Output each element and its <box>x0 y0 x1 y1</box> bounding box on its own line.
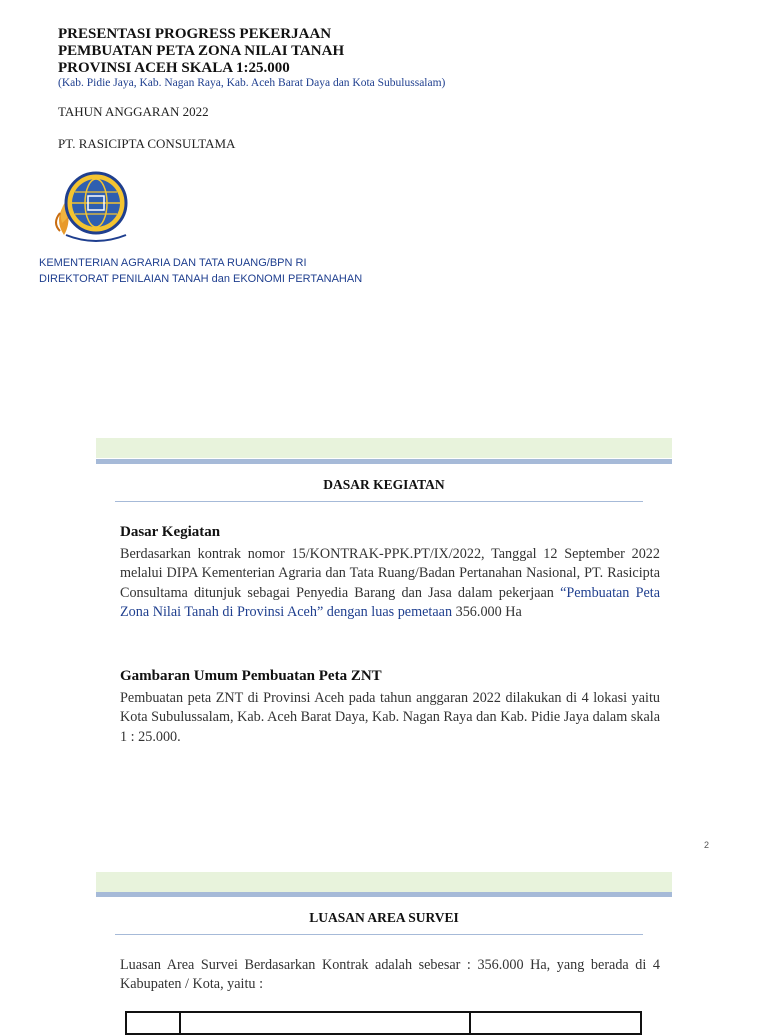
section-heading-dasar-kegiatan: DASAR KEGIATAN <box>323 477 445 492</box>
section-divider <box>115 501 643 502</box>
ministry-line-1: KEMENTERIAN AGRARIA DAN TATA RUANG/BPN RI <box>39 257 307 269</box>
subsection-title-dasar-kegiatan: Dasar Kegiatan <box>120 524 221 540</box>
subsection-title-gambaran-umum: Gambaran Umum Pembuatan Peta ZNT <box>120 668 382 684</box>
title-line-1: PRESENTASI PROGRESS PEKERJAAN <box>58 26 332 42</box>
locations-note: (Kab. Pidie Jaya, Kab. Nagan Raya, Kab. Aceh Barat Daya dan Kota Subulussalam) <box>58 77 446 89</box>
area-value: 356.000 Ha <box>452 604 522 621</box>
title-line-2: PEMBUATAN PETA ZONA NILAI TANAH <box>58 43 345 59</box>
title-line-3: PROVINSI ACEH SKALA 1:25.000 <box>58 60 290 76</box>
fiscal-year: TAHUN ANGGARAN 2022 <box>58 104 209 119</box>
section-band-blue-2 <box>96 892 672 897</box>
table-cell <box>470 1012 641 1034</box>
paragraph-gambaran-umum: Pembuatan peta ZNT di Provinsi Aceh pada tahun anggaran 2022 dilakukan di 4 lokasi yaitu Kota Subulussalam, Kab. Aceh Barat Daya, Kab. Nagan Raya dan Kab. Pidie Jaya dalam skala 1 : 25.000. <box>120 690 660 745</box>
table-cell <box>126 1012 180 1034</box>
project-name-highlight: “Pembuatan Peta Zona Nilai Tanah di Provinsi Aceh” dengan luas pemetaan <box>120 584 660 621</box>
area-table <box>125 1011 642 1035</box>
section-band-green-2 <box>96 872 672 892</box>
ministry-logo <box>50 165 132 245</box>
table-cell <box>180 1012 470 1034</box>
section-band-green <box>96 438 672 458</box>
ministry-line-2: DIREKTORAT PENILAIAN TANAH dan EKONOMI PERTANAHAN <box>39 273 363 285</box>
paragraph-dasar-kegiatan <box>120 545 660 623</box>
ministry-logo-icon <box>50 165 132 245</box>
page-number: 2 <box>704 840 710 850</box>
paragraph-luasan-area: Luasan Area Survei Berdasarkan Kontrak adalah sebesar : 356.000 Ha, yang berada di 4 Kabupaten / Kota, yaitu : <box>120 957 660 993</box>
section-heading-luasan-area: LUASAN AREA SURVEI <box>309 910 459 925</box>
section-divider-2 <box>115 934 643 935</box>
section-band-blue <box>96 459 672 464</box>
paragraph-text: Berdasarkan kontrak nomor 15/KONTRAK-PPK.PT/IX/2022, Tanggal 12 September 2022 melalui DIPA Kementerian Agraria dan Tata Ruang/Badan Pertanahan Nasional, PT. Rasicipta Consultama ditunjuk sebagai Penyedia Barang dan Jasa dalam pekerjaan <box>120 546 660 601</box>
company-name: PT. RASICIPTA CONSULTAMA <box>58 136 236 151</box>
table-row <box>126 1012 641 1034</box>
